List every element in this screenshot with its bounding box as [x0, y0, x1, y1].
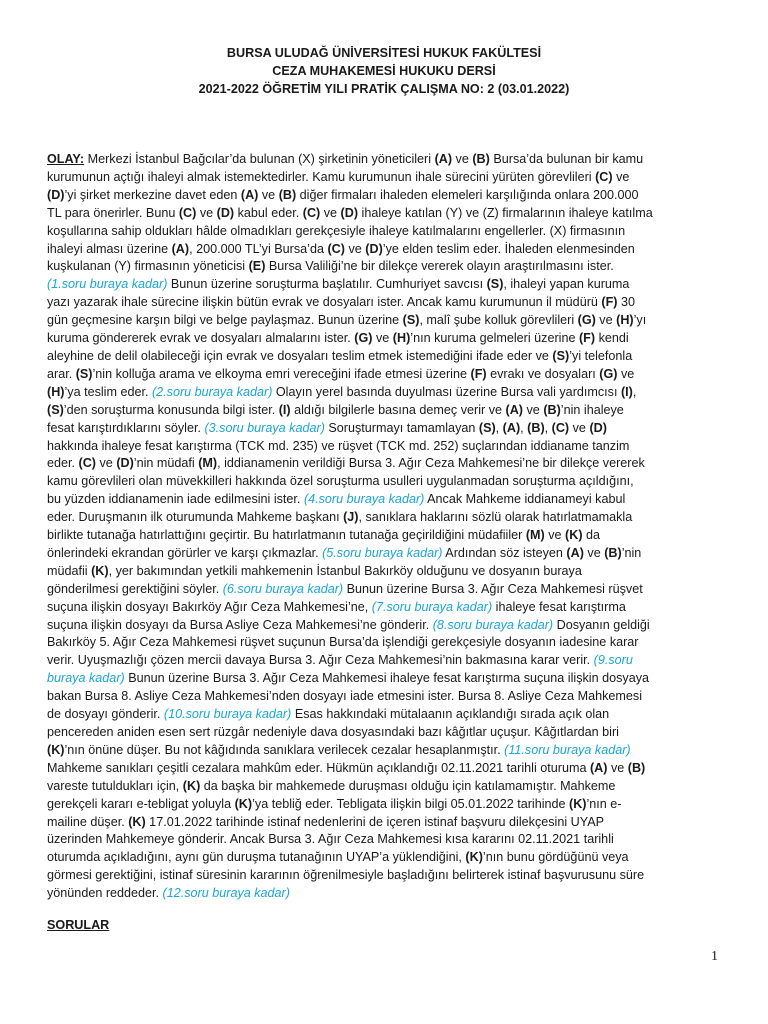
- text-run: ve: [452, 152, 473, 166]
- text-run: ve: [583, 545, 605, 560]
- text-run: ihaleye fesat karıştırma: [492, 599, 626, 614]
- text-run: üzerinden Mahkemeye gönderir. Ancak Bursa 3. Ağır Ceza Mahkemesi kısa kararını 02.11.2021 tarihli: [47, 832, 614, 847]
- text-line: [47, 491, 723, 509]
- text-run: ve: [595, 313, 617, 328]
- text-line: [47, 652, 723, 670]
- university-title: BURSA ULUDAĞ ÜNİVERSİTESİ HUKUK FAKÜLTESİ: [226, 46, 542, 60]
- text-run: Ancak Mahkeme iddianameyi kabul: [424, 492, 626, 507]
- text-line: [47, 455, 723, 473]
- text-run: ve: [372, 331, 393, 346]
- text-run: Mahkeme sanıkları çeşitli cezalara mahkûm eder. Hükmün açıklandığı 02.11.2021 tarihli oturuma: [47, 760, 590, 775]
- party-label: (A): [240, 187, 259, 202]
- text-run: TL para önerirler. Bunu: [47, 205, 179, 220]
- text-line: [47, 670, 723, 688]
- question-marker: (2.soru buraya kadar): [151, 384, 273, 399]
- party-label: (C): [178, 205, 197, 220]
- text-line: [47, 527, 723, 545]
- text-run: ihaleye katılan (Y) ve (Z) firmalarının ihaleye katılma: [358, 205, 653, 220]
- text-run: ’nin: [621, 545, 642, 560]
- text-line: [47, 241, 723, 259]
- party-label: (C): [78, 456, 96, 471]
- party-label: (A): [171, 241, 190, 256]
- text-run: ve: [523, 402, 544, 417]
- party-label: (K): [465, 850, 483, 865]
- text-line: [47, 831, 723, 849]
- text-line: [47, 688, 723, 706]
- text-run: , 200.000 TL’yi Bursa’da: [189, 241, 328, 256]
- party-label: (I): [620, 384, 633, 399]
- text-run: kabul eder.: [234, 205, 303, 220]
- text-run: arar.: [47, 366, 76, 381]
- text-line: [47, 706, 723, 724]
- text-run: , iddianamenin verildiği Bursa 3. Ağır Ceza Mahkemesi’ne bir dilekçe vererek: [217, 456, 645, 471]
- text-run: gönderilmesi gerektiğini söyler.: [47, 581, 223, 596]
- text-line: [47, 760, 723, 778]
- text-run: Dosyanın geldiği: [553, 617, 650, 632]
- text-line: [47, 885, 723, 903]
- text-line: [47, 151, 723, 169]
- text-run: ve: [544, 528, 566, 543]
- party-label: (H): [616, 313, 634, 328]
- text-run: ,: [632, 384, 637, 399]
- text-run: kendi: [595, 331, 629, 346]
- question-marker: (4.soru buraya kadar): [303, 492, 425, 507]
- text-run: eder. Duruşmanın ilk oturumunda Mahkeme başkanı: [47, 510, 344, 525]
- text-run: önlerindeki ekrandan görürler ve karşı çıkmazlar.: [47, 545, 323, 560]
- text-run: kurumunun açtığı ihaleyi almak istemektedirler. Kamu kurumunun ihale sürecini yürüten görevlileri: [47, 169, 596, 184]
- party-label: (D): [116, 456, 134, 471]
- party-label: (H): [392, 331, 411, 346]
- text-line: [47, 384, 723, 402]
- text-run: , malî şube kolluk görevlileri: [419, 313, 578, 328]
- party-label: (C): [302, 205, 321, 220]
- text-run: ,: [544, 420, 552, 435]
- text-run: bakan Bursa 8. Asliye Ceza Mahkemesi’nden dosyayı iade etmesini ister. Bursa 8. Asliye Ceza Mahkemesi: [47, 689, 642, 704]
- question-marker: (8.soru buraya kadar): [432, 617, 554, 632]
- questions-heading: SORULAR: [47, 918, 110, 932]
- text-run: , ihaleyi yapan kuruma: [503, 277, 630, 292]
- party-label: (D): [365, 241, 383, 256]
- text-line: [47, 258, 723, 276]
- text-run: ’yi şirket merkezine davet eden: [64, 187, 241, 202]
- text-run: ’ya teslim eder.: [64, 384, 152, 399]
- text-run: Bakırköy 5. Ağır Ceza Mahkemesi rüşvet suçunun Bursa’da işlendiği gerekçesiyle dosyanın iadesine karar: [47, 635, 639, 650]
- text-run: Bunun üzerine Bursa 3. Ağır Ceza Mahkemesi rüşvet: [343, 581, 643, 596]
- text-run: , sanıklara haklarını sözlü olarak hatırlatmamakla: [358, 510, 633, 525]
- question-marker: (3.soru buraya kadar): [204, 420, 325, 435]
- party-label: (F): [578, 331, 596, 346]
- text-run: oturumda açıkladığını, aynı gün duruşma tutanağının UYAP’a yüklendiğini,: [47, 850, 466, 865]
- text-run: 17.01.2022 tarihinde istinaf nedenlerini de içeren istinaf başvuru dilekçesini UYAP: [145, 814, 604, 829]
- text-run: ve: [607, 760, 628, 775]
- text-run: , yer bakımından yetkili mahkemenin İstanbul Bakırköy olduğunu ve dosyanın buraya: [108, 563, 582, 578]
- text-run: yazı yazarak ihale sürecine ilişkin bütün evrak ve dosyaları ister. Ancak kamu kurumunun il müdürü: [47, 295, 602, 310]
- text-run: ’nın önüne düşer. Bu not kâğıdında sanıklara verilecek cezalar hesaplanmıştır.: [64, 742, 505, 757]
- party-label: (A): [434, 152, 453, 166]
- text-run: Ardından söz isteyen: [442, 545, 567, 560]
- page-number: 1: [711, 949, 718, 964]
- party-label: (K): [47, 742, 65, 757]
- text-line: [47, 617, 723, 635]
- question-marker: (5.soru buraya kadar): [322, 545, 443, 560]
- question-marker: (9.soru: [593, 653, 633, 668]
- text-line: [47, 366, 723, 384]
- text-run: Merkezi İstanbul Bağcılar’da bulunan (X) şirketinin yöneticileri: [84, 152, 435, 166]
- text-run: eder.: [47, 456, 79, 471]
- text-run: koşullarına sahip oldukları hâlde olmadıkları gerekçesiyle ihaleye katılmalarını engellerler. (X) firmasının: [47, 223, 626, 238]
- text-run: ’yı: [633, 313, 647, 328]
- text-line: [47, 778, 723, 796]
- text-line: [47, 814, 723, 832]
- party-label: (A): [566, 545, 584, 560]
- party-label: (C): [551, 420, 570, 435]
- text-line: [47, 187, 723, 205]
- party-label: (K): [234, 796, 253, 811]
- text-run: yönünden reddeder.: [47, 886, 163, 901]
- party-label: (K): [128, 814, 146, 829]
- question-marker: (11.soru buraya kadar): [504, 742, 631, 757]
- text-run: gerekçeli kararı e-tebligat yoluyla: [47, 796, 235, 811]
- text-run: ihaleyi alması üzerine: [47, 241, 172, 256]
- party-label: (G): [599, 366, 618, 381]
- party-label: (S): [402, 313, 420, 328]
- text-run: kuşkulanan (Y) firmasının yöneticisi: [47, 259, 249, 274]
- party-label: (H): [47, 384, 65, 399]
- question-marker: (12.soru buraya kadar): [162, 886, 290, 901]
- text-line: [47, 473, 723, 491]
- party-label: (B): [543, 402, 561, 417]
- text-run: hakkında ihaleye fesat karıştırma (TCK md. 235) ve rüşvet (TCK md. 252) suçlarından iddianame tanzim: [47, 438, 630, 453]
- text-line: [47, 599, 723, 617]
- text-run: ve: [612, 169, 630, 184]
- text-run: da: [582, 528, 601, 543]
- text-line: [47, 724, 723, 742]
- course-title: CEZA MUHAKEMESİ HUKUKU DERSİ: [272, 64, 496, 78]
- party-label: (D): [589, 420, 607, 435]
- question-marker: (10.soru buraya kadar): [163, 707, 292, 722]
- text-run: pencereden aniden esen sert rüzgâr nedeniyle dava dosyasındaki bazı kâğıtlar uçuşur. Kâğıtlardan biri: [47, 725, 619, 739]
- text-line: [47, 223, 723, 241]
- text-line: [47, 294, 723, 312]
- party-label: (C): [327, 241, 345, 256]
- party-label: (B): [604, 545, 622, 560]
- text-run: ’nin müdafi: [133, 456, 199, 471]
- text-line: [47, 867, 723, 885]
- text-run: ’nın bunu gördüğünü veya: [482, 850, 629, 865]
- text-run: ’yi telefonla: [569, 348, 633, 363]
- party-label: (E): [248, 259, 266, 274]
- text-run: ve: [617, 366, 635, 381]
- text-run: vareste tutuldukları için,: [47, 778, 183, 793]
- text-run: verir. Uyuşmazlığı çözen mercii davaya Bursa 3. Ağır Ceza Mahkemesi’nin bakmasına karar verir.: [47, 653, 594, 668]
- text-run: ve: [569, 420, 590, 435]
- party-label: (G): [354, 331, 373, 346]
- text-run: ’nın kuruma gelmeleri üzerine: [410, 331, 579, 346]
- text-run: diğer firmaları ihaleden elemeleri karşılığında onlara 200.000: [296, 187, 639, 202]
- party-label: (S): [75, 366, 93, 381]
- text-run: kuruma göndererek evrak ve dosyaları almalarını ister.: [47, 331, 355, 346]
- text-run: mailine düşer.: [47, 814, 129, 829]
- party-label: (D): [340, 205, 359, 220]
- party-label: (S): [552, 348, 570, 363]
- text-line: [47, 205, 723, 223]
- assignment-title: 2021-2022 ÖĞRETİM YILI PRATİK ÇALIŞMA NO: 2 (03.01.2022): [198, 82, 570, 96]
- party-label: (K): [91, 563, 109, 578]
- text-line: [47, 509, 723, 527]
- text-run: ’nin kolluğa arama ve elkoyma emri vereceğini ifade etmesi üzerine: [92, 366, 471, 381]
- party-label: (G): [577, 313, 596, 328]
- text-run: Bursa Valiliği’ne bir dilekçe vererek olayın araştırılmasını ister.: [265, 259, 614, 274]
- text-run: ,: [495, 420, 503, 435]
- question-marker: (7.soru buraya kadar): [371, 599, 493, 614]
- text-line: [47, 348, 723, 366]
- case-text: [47, 151, 723, 903]
- party-label: (A): [505, 402, 523, 417]
- party-label: (K): [182, 778, 201, 793]
- text-line: [47, 796, 723, 814]
- text-run: aleyhine de delil olabileceği için evrak ve dosyaları teslim etmek istemediğini ifade eder ve: [47, 348, 553, 363]
- text-line: [47, 581, 723, 599]
- text-line: [47, 330, 723, 348]
- text-run: müdafii: [47, 563, 92, 578]
- text-run: 30: [617, 295, 635, 310]
- text-run: kamu görevlileri olan müvekkilleri hakkında özel soruşturma usulleri uygulanmadan soruşturma açıldığını,: [47, 474, 634, 489]
- party-label: (A): [589, 760, 608, 775]
- text-run: gün geçmesine karşın bilgi ve belge paylaşmaz. Bunun üzerine: [47, 313, 403, 328]
- text-run: suçuna ilişkin dosyayı Bakırköy Ağır Ceza Mahkemesi’ne,: [47, 599, 372, 614]
- text-run: ’ye elden teslim eder. İhaleden elenmesinden: [382, 241, 635, 256]
- party-label: (B): [527, 420, 545, 435]
- text-run: ve: [96, 456, 117, 471]
- text-run: aldığı bilgilerle basına demeç verir ve: [290, 402, 506, 417]
- text-run: ’nin ihaleye: [560, 402, 624, 417]
- party-label: (F): [601, 295, 618, 310]
- text-run: ve: [344, 241, 366, 256]
- question-marker: buraya kadar): [47, 671, 125, 686]
- party-label: (K): [569, 796, 587, 811]
- party-label: (J): [343, 510, 359, 525]
- text-line: [47, 169, 723, 187]
- text-run: Bursa’da bulunan bir kamu: [489, 152, 644, 166]
- text-run: ’ya tebliğ eder. Tebligata ilişkin bilgi 05.01.2022 tarihinde: [252, 796, 570, 811]
- party-label: (M): [198, 456, 218, 471]
- party-label: (C): [595, 169, 613, 184]
- text-run: ’den soruşturma konusunda bilgi ister.: [63, 402, 279, 417]
- text-run: bu yüzden iddianamenin iade edilmesini ister.: [47, 492, 304, 507]
- text-run: Olayın yerel basında duyulması üzerine Bursa vali yardımcısı: [272, 384, 621, 399]
- party-label: (S): [478, 420, 496, 435]
- text-line: [47, 742, 723, 760]
- text-run: Soruşturmayı tamamlayan: [324, 420, 479, 435]
- text-run: suçuna ilişkin dosyayı da Bursa Asliye Ceza Mahkemesi’ne gönderir.: [47, 617, 433, 632]
- text-run: ve: [320, 205, 341, 220]
- document-header: [0, 44, 768, 98]
- text-run: ’nın e-: [586, 796, 622, 811]
- party-label: (F): [470, 366, 487, 381]
- text-run: de dosyayı gönderir.: [47, 707, 164, 722]
- text-line: [47, 438, 723, 456]
- olay-label: OLAY:: [47, 152, 85, 166]
- text-line: [47, 312, 723, 330]
- text-run: da başka bir mahkemede duruşması olduğu için katılamamıştır. Mahkeme: [200, 778, 616, 793]
- party-label: (S): [47, 402, 64, 417]
- text-line: [47, 563, 723, 581]
- text-run: ,: [520, 420, 528, 435]
- question-marker: (6.soru buraya kadar): [222, 581, 344, 596]
- text-run: evrakı ve dosyaları: [486, 366, 600, 381]
- text-line: [47, 402, 723, 420]
- text-run: birlikte tutanağa hatırlattığını geçirtir. Bu hatırlatmanın tutanağa geçirildiğini müdafiiler: [47, 528, 526, 543]
- text-run: Bunun üzerine Bursa 3. Ağır Ceza Mahkemesi ihaleye fesat karıştırma suçuna ilişkin dosyaya: [124, 671, 649, 686]
- text-run: fesat karıştırdıklarını söyler.: [47, 420, 205, 435]
- party-label: (A): [502, 420, 521, 435]
- text-line: [47, 276, 723, 294]
- party-label: (B): [278, 187, 297, 202]
- party-label: (B): [472, 152, 490, 166]
- text-run: ve: [258, 187, 279, 202]
- party-label: (B): [627, 760, 646, 775]
- text-run: Esas hakkındaki mütalaanın açıklandığı sırada açık olan: [291, 707, 610, 722]
- question-marker: (1.soru buraya kadar): [47, 277, 168, 292]
- party-label: (K): [565, 528, 583, 543]
- text-run: ve: [196, 205, 217, 220]
- party-label: (M): [525, 528, 545, 543]
- party-label: (S): [486, 277, 504, 292]
- text-run: Bunun üzerine soruşturma başlatılır. Cumhuriyet savcısı: [167, 277, 487, 292]
- text-line: [47, 634, 723, 652]
- party-label: (D): [216, 205, 235, 220]
- text-run: görmesi gerektiğini, istinaf süresinin kararının öğrenilmesiyle başladığını belirterek istinaf başvurusunu süre: [47, 868, 645, 883]
- text-line: [47, 849, 723, 867]
- text-line: [47, 420, 723, 438]
- party-label: (D): [47, 187, 65, 202]
- party-label: (I): [278, 402, 291, 417]
- text-line: [47, 545, 723, 563]
